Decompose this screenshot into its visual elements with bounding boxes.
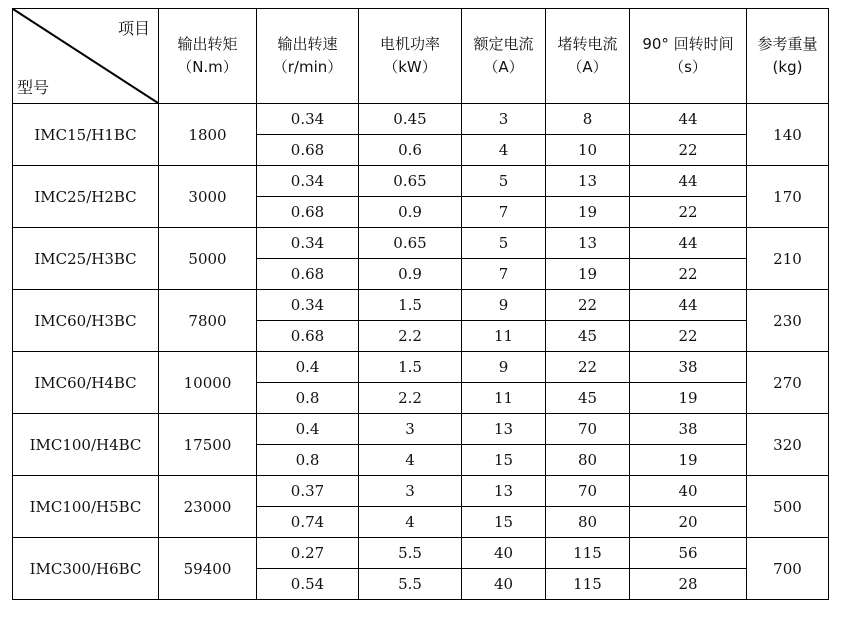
power-cell: 5.5 bbox=[359, 538, 462, 569]
speed-cell: 0.8 bbox=[257, 383, 359, 414]
header-rated-current bbox=[462, 9, 546, 104]
speed-cell: 0.4 bbox=[257, 414, 359, 445]
header-title: 参考重量 bbox=[757, 35, 818, 53]
locked-current-cell: 80 bbox=[546, 445, 630, 476]
speed-cell: 0.68 bbox=[257, 259, 359, 290]
header-unit: （r/min） bbox=[272, 58, 343, 76]
locked-current-cell: 8 bbox=[546, 104, 630, 135]
rotation-time-cell: 44 bbox=[630, 166, 747, 197]
rated-current-cell: 3 bbox=[462, 104, 546, 135]
header-title: 堵转电流 bbox=[557, 35, 618, 53]
header-title: 电机功率 bbox=[379, 35, 440, 53]
speed-cell: 0.68 bbox=[257, 135, 359, 166]
power-cell: 0.45 bbox=[359, 104, 462, 135]
locked-current-cell: 70 bbox=[546, 414, 630, 445]
power-cell: 3 bbox=[359, 414, 462, 445]
rotation-time-cell: 38 bbox=[630, 414, 747, 445]
rotation-time-cell: 22 bbox=[630, 321, 747, 352]
rated-current-cell: 9 bbox=[462, 352, 546, 383]
weight-cell: 270 bbox=[747, 352, 829, 414]
model-cell: IMC100/H4BC bbox=[13, 414, 159, 476]
header-row bbox=[13, 9, 829, 104]
table-row bbox=[13, 476, 829, 507]
weight-cell: 210 bbox=[747, 228, 829, 290]
power-cell: 0.65 bbox=[359, 228, 462, 259]
table-row bbox=[13, 166, 829, 197]
rotation-time-cell: 20 bbox=[630, 507, 747, 538]
table-row bbox=[13, 228, 829, 259]
rated-current-cell: 5 bbox=[462, 166, 546, 197]
table-row bbox=[13, 538, 829, 569]
header-unit: （kW） bbox=[383, 58, 437, 76]
header-unit: （s） bbox=[669, 58, 707, 76]
torque-cell: 23000 bbox=[159, 476, 257, 538]
header-weight bbox=[747, 9, 829, 104]
speed-cell: 0.68 bbox=[257, 321, 359, 352]
header-unit: （N.m） bbox=[177, 58, 238, 76]
locked-current-cell: 45 bbox=[546, 383, 630, 414]
weight-cell: 140 bbox=[747, 104, 829, 166]
locked-current-cell: 45 bbox=[546, 321, 630, 352]
power-cell: 4 bbox=[359, 507, 462, 538]
power-cell: 0.9 bbox=[359, 259, 462, 290]
rated-current-cell: 15 bbox=[462, 507, 546, 538]
rotation-time-cell: 44 bbox=[630, 228, 747, 259]
locked-current-cell: 22 bbox=[546, 290, 630, 321]
header-unit: (kg) bbox=[772, 58, 803, 76]
header-title: 额定电流 bbox=[473, 35, 534, 53]
corner-bottom-label: 型号 bbox=[17, 78, 50, 97]
model-cell: IMC15/H1BC bbox=[13, 104, 159, 166]
rated-current-cell: 13 bbox=[462, 414, 546, 445]
speed-cell: 0.37 bbox=[257, 476, 359, 507]
header-speed bbox=[257, 9, 359, 104]
rotation-time-cell: 44 bbox=[630, 104, 747, 135]
corner-header-cell bbox=[13, 9, 159, 104]
model-cell: IMC60/H3BC bbox=[13, 290, 159, 352]
power-cell: 2.2 bbox=[359, 383, 462, 414]
torque-cell: 5000 bbox=[159, 228, 257, 290]
locked-current-cell: 19 bbox=[546, 197, 630, 228]
torque-cell: 17500 bbox=[159, 414, 257, 476]
model-cell: IMC25/H2BC bbox=[13, 166, 159, 228]
rated-current-cell: 5 bbox=[462, 228, 546, 259]
rotation-time-cell: 19 bbox=[630, 383, 747, 414]
rated-current-cell: 40 bbox=[462, 569, 546, 600]
header-title: 输出转速 bbox=[277, 35, 338, 53]
rated-current-cell: 7 bbox=[462, 197, 546, 228]
torque-cell: 59400 bbox=[159, 538, 257, 600]
spec-table-container bbox=[12, 8, 829, 600]
header-power bbox=[359, 9, 462, 104]
locked-current-cell: 13 bbox=[546, 166, 630, 197]
model-cell: IMC60/H4BC bbox=[13, 352, 159, 414]
header-torque bbox=[159, 9, 257, 104]
locked-current-cell: 115 bbox=[546, 538, 630, 569]
spec-table bbox=[12, 8, 829, 600]
header-unit: （A） bbox=[483, 58, 524, 76]
rated-current-cell: 4 bbox=[462, 135, 546, 166]
locked-current-cell: 19 bbox=[546, 259, 630, 290]
rotation-time-cell: 19 bbox=[630, 445, 747, 476]
table-body bbox=[13, 104, 829, 600]
locked-current-cell: 13 bbox=[546, 228, 630, 259]
rotation-time-cell: 44 bbox=[630, 290, 747, 321]
locked-current-cell: 115 bbox=[546, 569, 630, 600]
speed-cell: 0.34 bbox=[257, 104, 359, 135]
power-cell: 0.9 bbox=[359, 197, 462, 228]
weight-cell: 700 bbox=[747, 538, 829, 600]
rated-current-cell: 11 bbox=[462, 321, 546, 352]
table-row bbox=[13, 352, 829, 383]
rated-current-cell: 7 bbox=[462, 259, 546, 290]
model-cell: IMC100/H5BC bbox=[13, 476, 159, 538]
rotation-time-cell: 22 bbox=[630, 259, 747, 290]
weight-cell: 320 bbox=[747, 414, 829, 476]
model-cell: IMC25/H3BC bbox=[13, 228, 159, 290]
torque-cell: 10000 bbox=[159, 352, 257, 414]
locked-current-cell: 70 bbox=[546, 476, 630, 507]
rotation-time-cell: 22 bbox=[630, 135, 747, 166]
rated-current-cell: 11 bbox=[462, 383, 546, 414]
locked-current-cell: 80 bbox=[546, 507, 630, 538]
power-cell: 4 bbox=[359, 445, 462, 476]
rated-current-cell: 15 bbox=[462, 445, 546, 476]
header-title: 90° 回转时间 bbox=[642, 35, 734, 53]
weight-cell: 230 bbox=[747, 290, 829, 352]
torque-cell: 3000 bbox=[159, 166, 257, 228]
speed-cell: 0.34 bbox=[257, 228, 359, 259]
power-cell: 0.65 bbox=[359, 166, 462, 197]
header-locked-current bbox=[546, 9, 630, 104]
torque-cell: 1800 bbox=[159, 104, 257, 166]
speed-cell: 0.4 bbox=[257, 352, 359, 383]
speed-cell: 0.68 bbox=[257, 197, 359, 228]
speed-cell: 0.8 bbox=[257, 445, 359, 476]
power-cell: 5.5 bbox=[359, 569, 462, 600]
header-unit: （A） bbox=[567, 58, 608, 76]
weight-cell: 170 bbox=[747, 166, 829, 228]
rotation-time-cell: 22 bbox=[630, 197, 747, 228]
speed-cell: 0.27 bbox=[257, 538, 359, 569]
power-cell: 2.2 bbox=[359, 321, 462, 352]
header-title: 输出转矩 bbox=[177, 35, 238, 53]
power-cell: 3 bbox=[359, 476, 462, 507]
rated-current-cell: 9 bbox=[462, 290, 546, 321]
power-cell: 1.5 bbox=[359, 290, 462, 321]
torque-cell: 7800 bbox=[159, 290, 257, 352]
corner-top-label: 项目 bbox=[117, 19, 150, 38]
rotation-time-cell: 56 bbox=[630, 538, 747, 569]
header-rotation-time bbox=[630, 9, 747, 104]
speed-cell: 0.34 bbox=[257, 290, 359, 321]
table-row bbox=[13, 290, 829, 321]
speed-cell: 0.54 bbox=[257, 569, 359, 600]
speed-cell: 0.34 bbox=[257, 166, 359, 197]
power-cell: 0.6 bbox=[359, 135, 462, 166]
rotation-time-cell: 40 bbox=[630, 476, 747, 507]
rated-current-cell: 13 bbox=[462, 476, 546, 507]
locked-current-cell: 10 bbox=[546, 135, 630, 166]
rated-current-cell: 40 bbox=[462, 538, 546, 569]
rotation-time-cell: 28 bbox=[630, 569, 747, 600]
power-cell: 1.5 bbox=[359, 352, 462, 383]
model-cell: IMC300/H6BC bbox=[13, 538, 159, 600]
locked-current-cell: 22 bbox=[546, 352, 630, 383]
rotation-time-cell: 38 bbox=[630, 352, 747, 383]
table-row bbox=[13, 104, 829, 135]
weight-cell: 500 bbox=[747, 476, 829, 538]
speed-cell: 0.74 bbox=[257, 507, 359, 538]
table-row bbox=[13, 414, 829, 445]
